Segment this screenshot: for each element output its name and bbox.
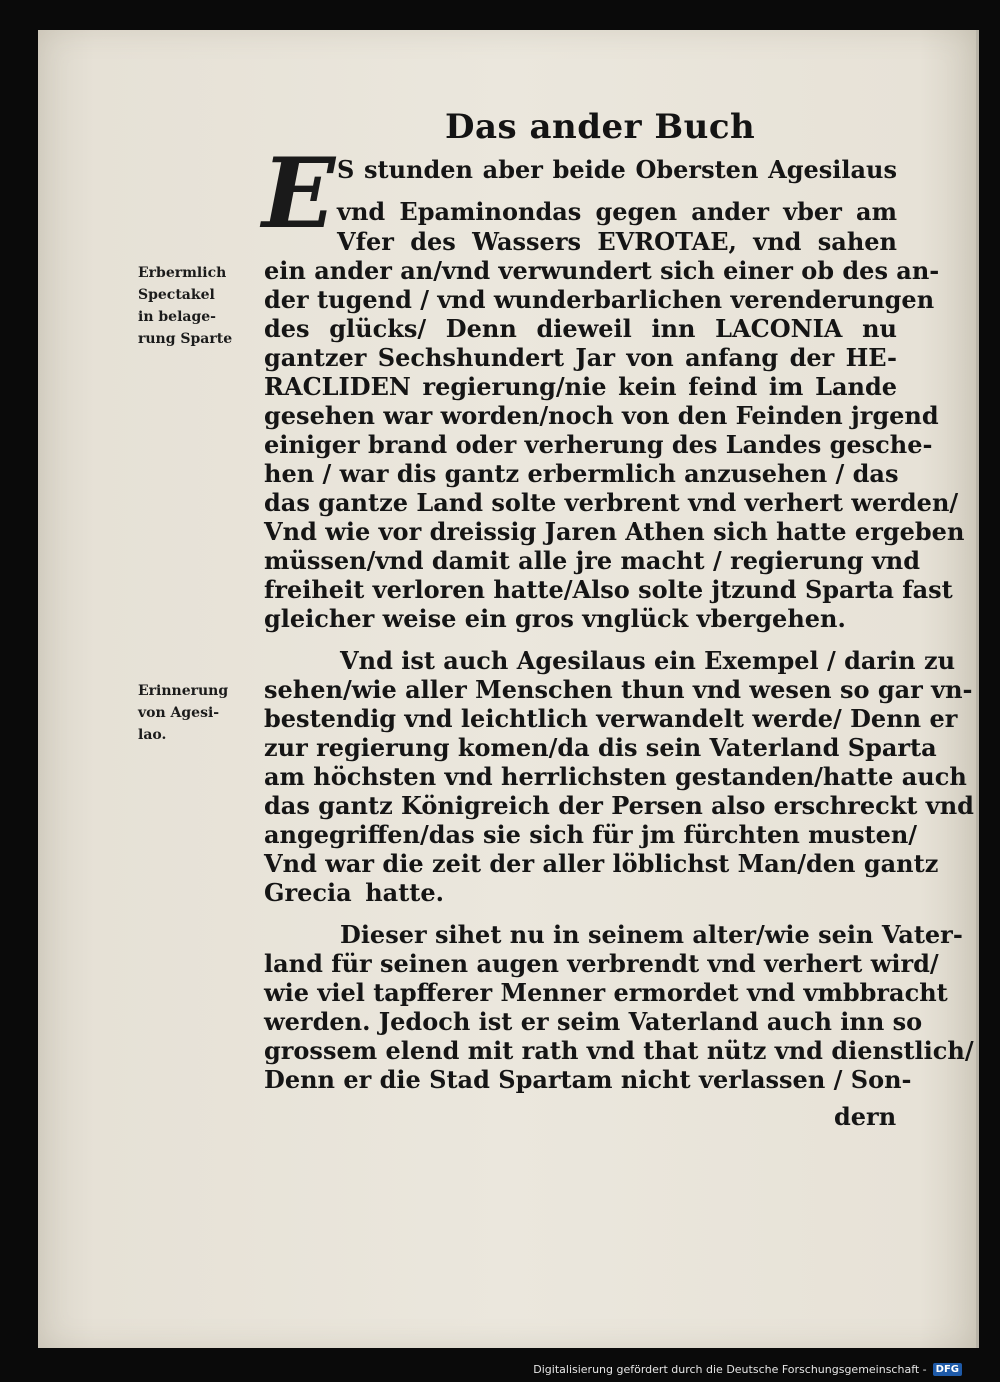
margin-note	[138, 680, 263, 746]
text-line: grossem elend mit rath vnd that nütz vnd dienstlich/	[264, 1036, 974, 1065]
text-line: land für seinen augen verbrendt vnd verhert wird/	[264, 949, 939, 978]
text-line: gesehen war worden/noch von den Feinden jrgend	[264, 401, 939, 430]
text-line: das gantze Land solte verbrent vnd verhert werden/	[264, 488, 959, 517]
text-line: ein ander an/vnd verwundert sich einer ob des an-	[264, 256, 940, 285]
text-line: zur regierung komen/da dis sein Vaterland Sparta	[264, 733, 937, 762]
margin-note-line: Erbermlich	[138, 265, 227, 281]
text-line: Grecia hatte.	[264, 878, 444, 907]
margin-note	[138, 262, 263, 350]
text-line: gleicher weise ein gros vnglück vbergehen.	[264, 604, 846, 633]
text-line: vnd Epaminondas gegen ander vber am	[337, 197, 897, 226]
text-line: werden. Jedoch ist er seim Vaterland auch inn so	[264, 1007, 923, 1036]
text-line: freiheit verloren hatte/Also solte jtzund Sparta fast	[264, 575, 953, 604]
text-line: S stunden aber beide Obersten Agesilaus	[337, 155, 897, 184]
text-line: RACLIDEN regierung/nie kein feind im Lande	[264, 372, 897, 401]
text-line: wie viel tapfferer Menner ermordet vnd vmbbracht	[264, 978, 948, 1007]
text-line: Vnd war die zeit der aller löblichst Man/den gantz	[264, 849, 939, 878]
text-line: Dieser sihet nu in seinem alter/wie sein Vater-	[340, 920, 963, 949]
text-line: Vnd wie vor dreissig Jaren Athen sich hatte ergeben	[264, 517, 965, 546]
margin-note-line: Spectakel	[138, 287, 215, 303]
text-line: bestendig vnd leichtlich verwandelt werde/ Denn er	[264, 704, 958, 733]
footer-bar	[533, 1363, 962, 1376]
drop-cap: E	[262, 137, 336, 250]
funding-notice: Digitalisierung gefördert durch die Deutsche Forschungsgemeinschaft -	[533, 1363, 927, 1376]
margin-note-line: in belage-	[138, 309, 216, 325]
margin-note-line: von Agesi-	[138, 705, 220, 721]
text-line: hen / war dis gantz erbermlich anzusehen / das	[264, 459, 899, 488]
text-line: einiger brand oder verherung des Landes gesche-	[264, 430, 933, 459]
text-line: am höchsten vnd herrlichsten gestanden/hatte auch	[264, 762, 967, 791]
text-line: der tugend / vnd wunderbarlichen verenderungen	[264, 285, 935, 314]
text-line: Vnd ist auch Agesilaus ein Exempel / darin zu	[340, 646, 956, 675]
text-line: das gantz Königreich der Persen also erschreckt vnd	[264, 791, 974, 820]
running-head: Das ander Buch	[445, 107, 756, 147]
dfg-logo-icon: DFG	[933, 1363, 962, 1376]
text-line: Denn er die Stad Spartam nicht verlassen / Son-	[264, 1065, 912, 1094]
margin-note-line: Erinnerung	[138, 683, 229, 699]
text-line: müssen/vnd damit alle jre macht / regierung vnd	[264, 546, 921, 575]
text-line: gantzer Sechshundert Jar von anfang der HE-	[264, 343, 897, 372]
text-line: Vfer des Wassers EVROTAE, vnd sahen	[337, 227, 897, 256]
text-line: sehen/wie aller Menschen thun vnd wesen so gar vn-	[264, 675, 973, 704]
margin-note-line: rung Sparte	[138, 331, 233, 347]
margin-note-line: lao.	[138, 727, 167, 743]
text-line: angegriffen/das sie sich für jm fürchten musten/	[264, 820, 918, 849]
text-line: dern	[834, 1102, 897, 1131]
text-line: des glücks/ Denn dieweil inn LACONIA nu	[264, 314, 897, 343]
